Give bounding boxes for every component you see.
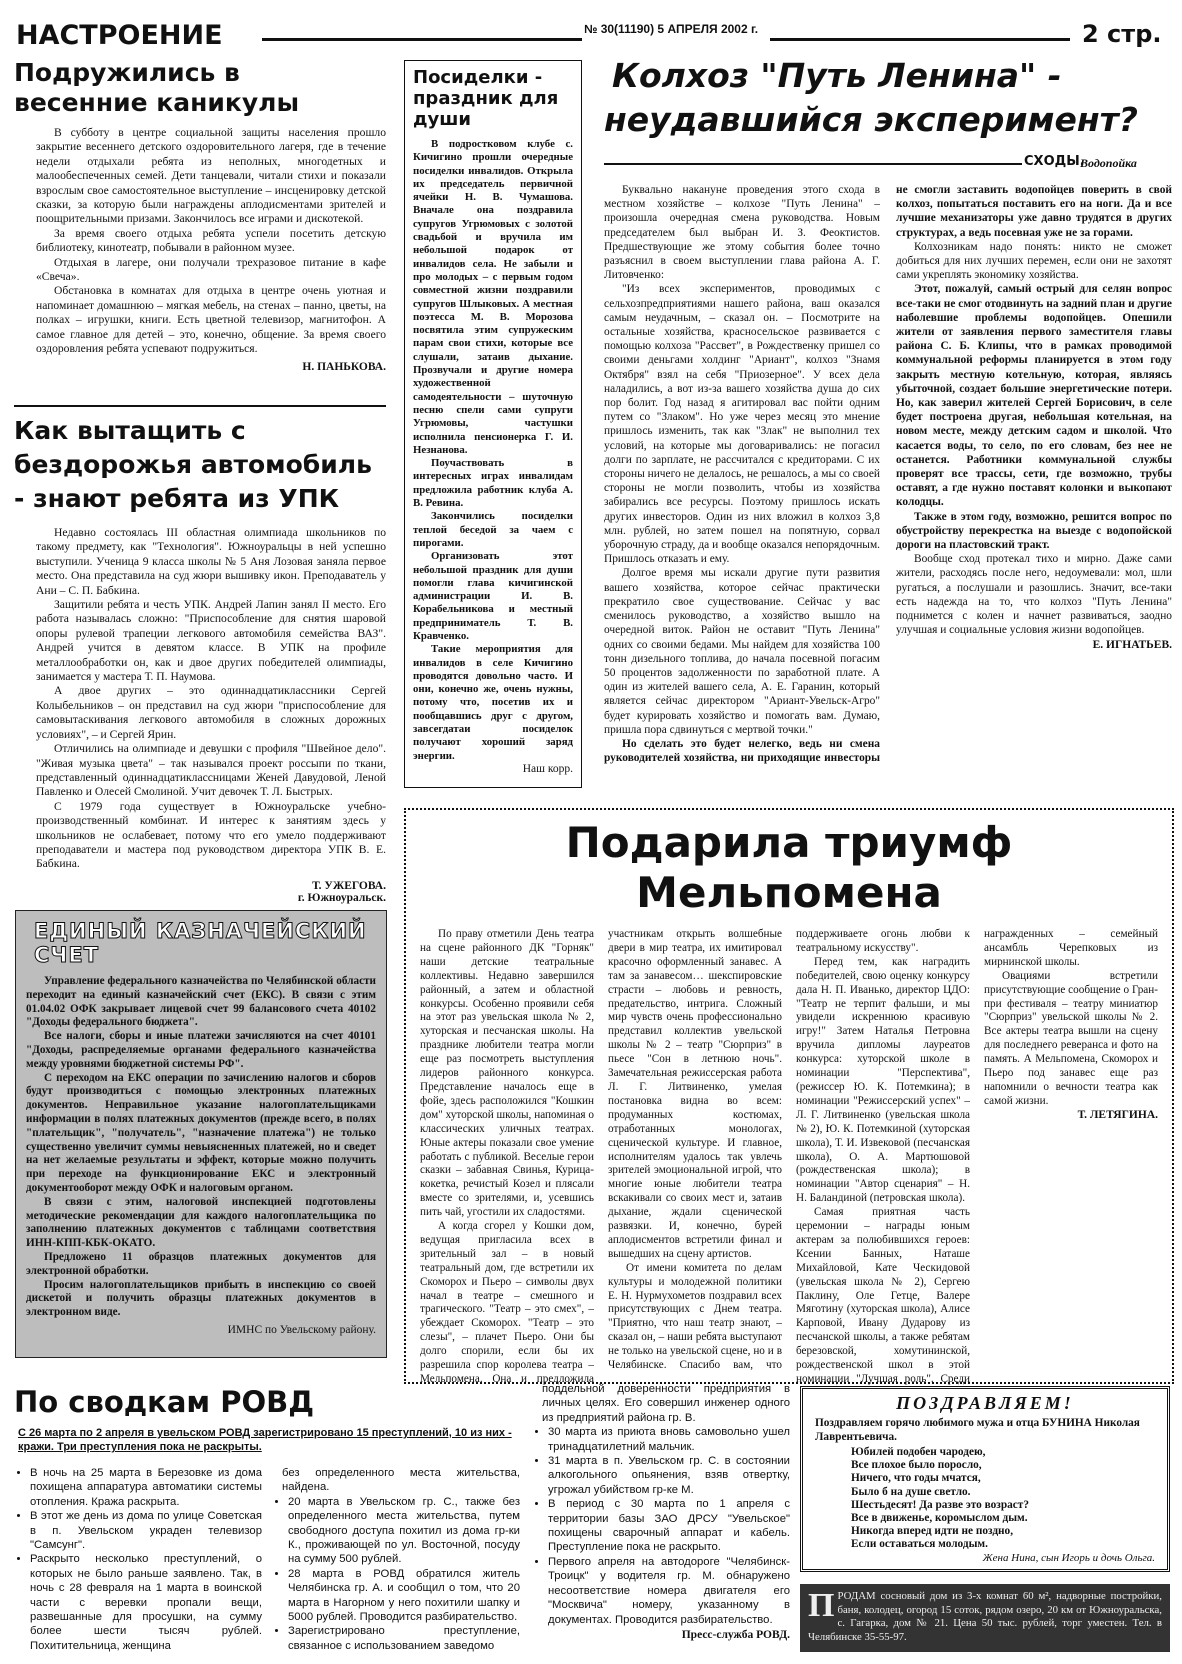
paragraph: Отдыхая в лагере, они получали трехразовое питание в кафе «Свеча». <box>36 255 386 284</box>
list-item: • Раскрыто несколько преступлений, о которых не было раньше заявлено. Так, в ночь с 28 февраля на 1 марта в воинской части с веревки пропали вещи, развешанные для просушки, на сумму более шести тысяч рублей. Похитительница, женщина <box>30 1552 262 1653</box>
list-item: • 30 марта из приюта вновь самовольно ушел тринадцатилетний мальчик. <box>548 1425 790 1454</box>
author-place: г. Южноуральск. <box>297 891 386 904</box>
paragraph: Такие мероприятия для инвалидов в селе Кичигино проводятся довольно часто. И они, конечно же, очень нужны, потому что, посетив их и пообщавшись друг с другом, завсегдатаи посиделок получают хороший заряд энергии. <box>413 643 573 762</box>
paragraph: В подростковом клубе с. Кичигино прошли очередные посиделки инвалидов. Открыла их председатель первичной ячейки Н. В. Чумашова. Вначале она поздравила супругов Угрюмовых с золотой свадьбой и вручила им небольшой подарок от инвалидов села. Не забыли и про молодых – с первым годом совместной жизни поздравили супругов Шлыковых. А местная поэтесса М. В. Морозова посвятила этим супружеским парам свои стихи, которые все слушали, затаив дыхание. Прозвучали и другие номера художественной самодеятельности – шуточную песню спели сами супруги Угрюмовы, частушки исполнила пенсионерка Г. И. Незнанова. <box>413 138 573 456</box>
greeting-title: ПОЗДРАВЛЯЕМ! <box>896 1393 1074 1413</box>
paragraph: Овациями встретили присутствующие сообщение о Гран-при фестиваля – театру миниатюр "Сюрприз" увельской школы № 2. Все актеры театра вышли на сцену для последнего реверанса и фото на память. А Мельпомена, Скоморох и Пьеро под занавес еще раз напомнили о вечности театра как самой жизни. <box>984 969 1158 1107</box>
paragraph: Колхозникам надо понять: никто не сможет добиться для них лучших перемен, если они не захотят сами укреплять экономику хозяйства. <box>896 240 1172 282</box>
list-item: • Первого апреля на автодороге "Челябинск-Троицк" у водителя гр. М. обнаружено несоответствие номера двигателя его "Москвича" номеру, указанному в документах. Проводится разбирательство. <box>548 1555 790 1627</box>
author: Пресс-служба РОВД. <box>681 1628 790 1641</box>
poem-line: Если оставаться молодым. <box>851 1538 988 1551</box>
paragraph: Также в этом году, возможно, решится вопрос по обустройству перекрестка на выезде с водопойской дороги на пластовский тракт. <box>896 510 1172 552</box>
rovd-col-2 <box>272 1466 520 1653</box>
paragraph: Обстановка в комнатах для отдыха в центре очень уютная и напоминает домашнюю – мягкая мебель, на стенах – панно, цветы, на полках – игрушки, книги. Есть цветной телевизор, магнитофон. А самое главное для детей – это, конечно, общение. За время своего оздоровления ребята успевают подружиться. <box>36 284 386 356</box>
article-melpomena <box>404 808 1174 1384</box>
poem-line: Все в движенье, коромыслом дым. <box>851 1512 1028 1525</box>
rubric: СХОДЫ. <box>1024 154 1085 169</box>
classified-text: РОДАМ сосновый дом из 3-х комнат 60 м², надворные постройки, баня, колодец, огород 15 соток, рядом озеро, 20 км от Южноуральска, с. Гагарка, дом № 21. Цена 50 тыс. рублей, торг уместен. Тел. в Челябинске 35-55-97. <box>808 1590 1162 1643</box>
paragraph: Но сделать это будет нелегко, ведь ни смена руководителей хозяйства, ни приходящие инвесторы не смогли заставить водопойцев поверить в свой колхоз, попытаться поставить его на ноги. Да и все лучшие механизаторы уже давно трудятся в других структурах, а ведь посевная уже не за горами. <box>604 184 1172 765</box>
paragraph: За время своего отдыха ребята успели посетить детскую библиотеку, кинотеатр, побывали в районном музее. <box>36 226 386 255</box>
paragraph: "Из всех экспериментов, проводимых с сельхозпредприятиями нашего района, ваш оказался самым неудачным, – сказал он. – Посмотрите на остальные хозяйства, красносельское развивается с помощью колхоза "Рассвет", в Рождественку пришел со своими деньгами холдинг "Ариант", колхоз "Знамя Октября" взял на себя "Приозерное". У всех дела наладились, а вот из-за вашего хозяйства душа до сих пор болит. Год назад я агитировал вас пойти одним путем со "Злаком". Но уже через месяц это мнение пришлось изменить, так как "Злак" не выполнил тех условий, на которые мы договаривались: не погасил долги по зарплате, не рассчитался с кредиторами. С их стороны ничего не делалось, не решалось, а мы со своей стороны не могли позволить, чтобы из хозяйства забирались все ресурсы. Поэтому пришлось искать других инвесторов. Один из них вложил в колхоз 3,8 млн. рублей, но затем пошел на попятную, сорвал уборочную страду, да и вообще оказался непорядочным. Пришлось отказать и ему. <box>604 283 880 566</box>
paragraph: Просим налогоплательщиков прибыть в инспекцию со своей дискетой и получить образцы платежных документов в электронном виде. <box>26 1278 376 1319</box>
list-item: • В ночь на 25 марта в Березовке из дома похищена аппаратура автоматики системы отопления. Кража раскрыта. <box>30 1466 262 1509</box>
masthead-rule-left <box>262 38 582 41</box>
article-kanikuly <box>14 58 386 373</box>
poem-line: Ничего, что годы мчатся, <box>851 1472 981 1485</box>
list-item: • В этот же день из дома по улице Советская в п. Увельском украден телевизор "Самсунг". <box>30 1509 262 1552</box>
article-body <box>14 526 386 872</box>
paragraph: поддельной доверенности предприятия в личных целях. Его совершил инженер одного из предприятий района гр. В. <box>542 1383 790 1424</box>
paragraph: С переходом на ЕКС операции по зачислению налогов и сборов будут производиться с помощью электронных платежных документов. Неправильное указание налогоплательщиками информации в полях платежных документов (прежде всего, в полях "плательщик", "получатель", "назначение платежа") не только существенно увеличит суммы невыясненных платежей, но и сведет на нет желаемые результаты и эффект, которые можно получить при переходе на функционирование ЕКС и электронный документооборот между ОФК и налоговым органом. <box>26 1071 376 1194</box>
masthead-rule-right <box>770 38 1070 41</box>
rovd-list <box>532 1425 790 1627</box>
greeting-signature: Жена Нина, сын Игорь и дочь Ольга. <box>982 1551 1155 1564</box>
poem-line: Юбилей подобен чародею, <box>851 1446 986 1458</box>
poem-line: Было б на душе светло. <box>851 1485 971 1498</box>
rovd-col-1 <box>14 1466 262 1653</box>
article-body <box>413 138 573 763</box>
rubric-place: Водопойка <box>1080 156 1137 170</box>
list-item: • В период с 30 марта по 1 апреля с территории базы ЗАО ДРСУ "Увельское" похищены сварочный аппарат и кабель. Преступление пока не раскрыто. <box>548 1497 790 1555</box>
poem-line: Шестьдесят! Да разве это возраст? <box>851 1498 1029 1511</box>
divider <box>14 405 386 407</box>
rovd-list <box>272 1495 520 1653</box>
article-body <box>420 928 1158 1388</box>
article-kolkhoz <box>604 183 1172 767</box>
article-body <box>14 126 386 357</box>
dropcap: П <box>808 1587 835 1624</box>
paragraph: А когда сгорел у Кошки дом, ведущая пригласила всех в зрительный зал – в новый театральный дом, где встретили их Скоморох и Пьеро – символы двух начал в театре – смешного и трагического. "Театр – это смех", – убеждает Скоморох. "Театр – это слезы", – плачет Пьеро. Они бы долго спорили, если бы их разрешила спор королева театра – Мельпомена. Она и предложила участникам открыть волшебные двери в мир театра, их имитировал красочно оформленный занавес. А там за занавесом… шекспировские страсти – любовь и ревность, предательство, интрига. Сложный мир чувств очень профессионально представил коллектив увельской школы № 2 – театр "Сюрприз" в пьесе "Сон в летнюю ночь". Замечательная режиссерская работа Л. Г. Литвиненко, умелая постановка видна во всем: продуманных костюмах, отработанных монологах, сценической культуре. И главное, исполнителям удалось так увлечь зрителей эмоциональной игрой, что многие юные любители театра вскакивали со своих мест и, затаив дыхание, ждали сценической развязки. И, конечно, бурей аплодисментов встретили финал и вышедших на сцену артистов. <box>420 928 782 1385</box>
paragraph: Все налоги, сборы и иные платежи зачисляются на счет 40101 "Доходы, распределяемые органами федерального казначейства между уровнями бюджетной системы РФ". <box>26 1030 376 1070</box>
paragraph: Защитили ребята и честь УПК. Андрей Лапин занял II место. Его работа называлась сложно: "Приспособление для снятия шаровой опоры рулевой трапеции легкового автомобиля семейства ВАЗ". Андрей учится в девятом классе. В УПК на профиле металлообработки он, как и двое других победителей олимпиады, занимается у мастера Т. П. Наумова. <box>36 598 386 684</box>
rovd-col-3 <box>532 1382 790 1641</box>
paragraph: С 1979 года существует в Южноуральске учебно-производственный комбинат. И интерес к занятиям здесь у школьников не ослабевает, потому что его умело поддерживают преподаватели и мастера под руководством директора УПК В. Е. Бабкина. <box>36 799 386 871</box>
treasury-body <box>26 975 376 1320</box>
section-title: НАСТРОЕНИЕ <box>16 20 223 51</box>
greeting-intro: Поздравляем горячо любимого мужа и отца БУНИНА Николая Лаврентьевича. <box>815 1417 1140 1443</box>
rovd-lead: С 26 марта по 2 апреля в увельском РОВД зарегистрировано 15 преступлений, 10 из них - кражи. Три преступления пока не раскрыты. <box>18 1427 512 1453</box>
paragraph: Долгое время мы искали другие пути развития вашего хозяйства, которое сейчас практически прекратило свое существование. Сейчас у вас сменилось руководство, а хозяйство вышло на очередной виток. Район не оставит "Путь Ленина" одних со своими бедами. Мы найдем для хозяйства 100 тонн дизельного топлива, до начала посевной погасим 50 процентов задолженности по заработной плате. А один из жителей вашего села, А. Е. Гаранин, который является сейчас директором "Ариант-Увельск-Агро" будет курировать хозяйство и помогать вам. Думаю, пришла пора сдвинуться с мертвой точки." <box>604 567 880 736</box>
article-upk <box>14 414 386 904</box>
author: Т. УЖЕГОВА. <box>312 879 386 892</box>
article-title-line2: неудавшийся эксперимент? <box>604 100 1138 139</box>
greeting-box <box>800 1386 1170 1572</box>
page-number: 2 стр. <box>1082 20 1162 48</box>
paragraph: Организовать этот небольшой праздник для души помогли глава кичигинской администрации И. В. Корабельникова и местный предприниматель Т. В. Кравченко. <box>413 550 573 642</box>
rubric-rule <box>604 163 1022 165</box>
article-posidelki <box>404 60 582 788</box>
paragraph: В субботу в центре социальной защиты населения прошло закрытие весеннего детского оздоровительного лагеря, где в течение недели отдыхали ребята из неполных, многодетных и малообеспеченных семей. Дети танцевали, читали стихи и показали взрослым свое самостоятельное выступление – инсценировку детской сказки, за которую были награждены аплодисментами зрителей и поощрительными призами. Закончилось все играми и дискотекой. <box>36 126 386 226</box>
article-title: Как вытащить с бездорожья автомобиль - знают ребята из УПК <box>14 416 372 513</box>
author: ИМНС по Увельскому району. <box>227 1323 376 1336</box>
paragraph: По праву отметили День театра на сцене районного ДК "Горняк" наши детские театральные коллективы. Недавно завершился районный, а затем и областной конкурсы. Особенно проявили себя на этот раз увельская школа № 2, хуторская и песчанская школы. На празднике любители театра могли еще раз посмотреть выступления лидеров районного конкурса. Представление началось еще в фойе, здесь расположился "Кошкин дом" хуторской школы, напоминая о классических уличных театрах. Юные актеры показали свое умение работать с публикой. Веселые герои сказки – забавная Свинья, Курица-кокетка, речистый Козел и плясали вместе со зрителями, и, усевшись пить чай, угостили их сладостями. <box>420 928 594 1219</box>
article-title: По сводкам РОВД <box>14 1385 315 1419</box>
paragraph: Недавно состоялась III областная олимпиада школьников по такому предмету, как "Технология". Южноуральцы в ней успешно выступили. Ученица 9 класса школы № 5 Аня Лозовая заняла первое место. Она представила на суд жюри вышивку икон. Преподаватель у Ани – С. П. Бабкина. <box>36 526 386 597</box>
list-item: • Зарегистрировано преступление, связанное с использованием заведомо <box>288 1624 520 1653</box>
paragraph: Самая приятная часть церемонии – награды юным актерам за полюбившихся героев: Ксении Банных, Наташе Михайловой, Кате Ческидовой (увельская школа № 2), Сергею Паклину, Оле Гетце, Валере Мяготину (хуторская школа), Алисе Карповой, Ивану Дударову из песчанской школы, а также ребятам березовской, хомутининской, рождественской школ в этой номинации "Лучшая роль". Среди награжденных – семейный ансамбль Черепковых из мирнинской школы. <box>796 928 1158 1385</box>
paragraph: От имени комитета по делам культуры и молодежной политики Е. Н. Нурмухометов поздравил всех присутствующих с Днем театра. "Приятно, что наш театр знают, – сказал он, – наши ребята выступают не только на увельской сцене, но и в Челябинске. Спасибо вам, что поддерживаете огонь любви к театральному искусству". <box>608 928 970 1372</box>
paragraph: Закончились посиделки теплой беседой за чаем с пирогами. <box>413 510 573 549</box>
poem-line: Все плохое было порослo, <box>851 1459 982 1472</box>
classified-ad <box>800 1584 1170 1652</box>
author: Е. ИГНАТЬЕВ. <box>1092 638 1172 651</box>
paragraph: Буквально накануне проведения этого схода в местном хозяйстве – колхозе "Путь Ленина" – произошла очередная смена руководства. Новым председателем был выбран И. З. Феоктистов. Предшествующие же этому события более точно разъяснил в своем выступлении глава района А. Г. Литовченко: <box>604 184 880 282</box>
treasury-title: ЕДИНЫЙ КАЗНАЧЕЙСКИЙ СЧЕТ <box>34 919 367 967</box>
issue-info: № 30(11190) 5 АПРЕЛЯ 2002 г. <box>584 22 759 36</box>
author: Т. ЛЕТЯГИНА. <box>1077 1108 1158 1121</box>
poem-line: Никогда вперед идти не поздно, <box>851 1525 1014 1538</box>
paragraph: Управление федерального казначейства по Челябинской области переходит на единый казначейский счет (ЕКС). В связи с этим 01.04.02 ОФК закрывает лицевой счет 99 балансового счета 40102 "Доходы федерального бюджета". <box>26 975 376 1029</box>
list-item: • 20 марта в Увельском гр. С., также без определенного места жительства, путем свободного доступа похитил из дома гр-ки К., проживающей по ул. Восточной, посуду на сумму 500 рублей. <box>288 1495 520 1567</box>
article-title: Посиделки - праздник для души <box>413 67 559 130</box>
paragraph: Вообще сход протекал тихо и мирно. Даже сами жители, расходясь после него, недоумевали: мол, шли ругаться, а послушали и разошлись. Значит, все-таки есть надежда на то, что колхоз "Путь Ленина" поднимется с колен и начнет развиваться, заодно улучшая и социальные условия жизни водопойцев. <box>896 553 1172 637</box>
author: Наш корр. <box>522 762 573 775</box>
article-body <box>604 183 1172 767</box>
paragraph: Поучаствовать в интересных играх инвалидам предложила работник клуба А. В. Ревина. <box>413 457 573 510</box>
article-title-line1: Колхоз "Путь Ленина" - <box>612 56 1062 95</box>
paragraph: без определенного места жительства, найдена. <box>282 1467 520 1494</box>
rovd-list <box>14 1466 262 1653</box>
list-item: • 31 марта в п. Увельском гр. С. в состоянии алкогольного опьянения, взяв отвертку, угрожал убийством гр-ке М. <box>548 1454 790 1497</box>
list-item: • 28 марта в РОВД обратился житель Челябинска гр. А. и сообщил о том, что 20 марта в Нагорном у него похитили шапку и 5000 рублей. Проводится разбирательство. <box>288 1567 520 1625</box>
article-title: Подарила триумф Мельпомена <box>565 818 1013 917</box>
paragraph: Отличились на олимпиаде и девушки с профиля "Швейное дело". "Живая музыка цвета" – так назывался проект россыпи по ткани, представленный одиннадцатиклассницами Женей Давудовой, Леной Павленко и Олесей Смолиной. Учит девочек Т. Л. Быстрых. <box>36 742 386 799</box>
paragraph: А двое других – это одиннадцатиклассники Сергей Колыбельников – он представил на суд жюри "приспособление для самовытаскивания легкового автомобиля в сложных дорожных условиях", – и Сергей Ярин. <box>36 684 386 741</box>
paragraph: В связи с этим, налоговой инспекцией подготовлены методические рекомендации для каждого налогоплательщика по заполнению платежных документов с таблицами соответствия ИНН-КПП-КБК-ОКАТО. <box>26 1195 376 1250</box>
author: Н. ПАНЬКОВА. <box>302 360 386 373</box>
greeting-poem <box>815 1446 1155 1552</box>
paragraph: Этот, пожалуй, самый острый для селян вопрос все-таки не смог отодвинуть на задний план и другие наболевшие проблемы водопойцев. Опешили жители от заявления первого заместителя главы района С. Б. Клипы, что в рамках проводимой коммунальной реформы планируется в этом году закрыть местную котельную, которая, являясь убыточной, создает большие энергетические потери. Но, как заверил жителей Сергей Борисович, в селе будет построена другая, небольшая котельная, на новом месте, между детским садом и школой. Что касается воды, то село, по его словам, без нее не останется. Работники коммунальной службы проверят все трассы, сети, где возможно, трубы оставят, а где нужно поставят колонки и выкопают колодцы. <box>896 283 1172 509</box>
article-title: Подружились в весенние каникулы <box>14 58 300 117</box>
paragraph: Предложено 11 образцов платежных документов для электронной обработки. <box>26 1250 376 1277</box>
paragraph: Перед тем, как наградить победителей, свою оценку конкурсу дала Н. П. Иванько, директор ЦДО: "Театр не терпит фальши, и мы увидели искреннюю красивую игру!" Затем Наталья Петровна вручила дипломы лауреатов конкурса: хуторской школе в номинации "Перспектива", (режиссер Ю. К. Потемкина); в номинации "Режиссерский успех" – Л. Г. Литвиненко (увельская школа № 2), Ю. К. Потемкиной (хуторская школа), Т. И. Извековой (песчанская школа), О. А. Мартюшовой (рождественская школа); в номинации "Автор сценария" – Н. Н. Баландиной (петровская школа). <box>796 955 970 1205</box>
treasury-box <box>15 910 387 1358</box>
